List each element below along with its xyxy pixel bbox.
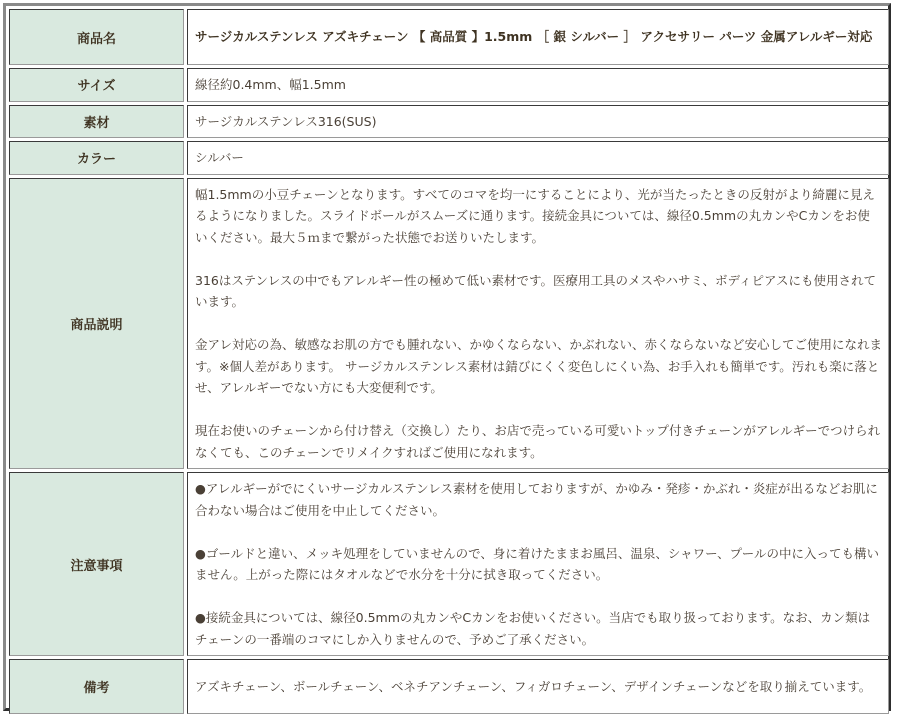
label-product-name: 商品名: [9, 9, 184, 65]
row-size: [9, 68, 889, 102]
label-remarks: 備考: [9, 659, 184, 714]
value-notes: [187, 472, 889, 656]
label-material: 素材: [9, 105, 184, 139]
product-spec-frame: [3, 3, 891, 711]
label-color: カラー: [9, 141, 184, 175]
product-spec-table: [9, 6, 889, 717]
value-color: シルバー: [187, 141, 889, 175]
value-size: 線径約0.4mm、幅1.5mm: [187, 68, 889, 102]
value-description: [187, 178, 889, 470]
notes-paragraph: ●アレルギーがでにくいサージカルステンレス素材を使用しておりますが、かゆみ・発疹・かぶれ・炎症が出るなどお肌に合わない場合はご使用を中止してください。: [195, 481, 878, 518]
row-description: [9, 178, 889, 470]
value-material: サージカルステンレス316(SUS): [187, 105, 889, 139]
description-paragraph: 幅1.5mmの小豆チェーンとなります。すべてのコマを均一にすることにより、光が当たったときの反射がより綺麗に見えるようになりました。スライドボールがスムーズに通ります。接続金具については、線径0.5mmの丸カンやCカンをお使いください。最大５ｍまで繋がった状態でお送りいたします。: [195, 186, 875, 245]
value-remarks: アズキチェーン、ボールチェーン、ベネチアンチェーン、フィガロチェーン、デザインチェーンなどを取り揃えています。: [187, 659, 889, 714]
row-product-name: [9, 9, 889, 65]
notes-paragraph: ●ゴールドと違い、メッキ処理をしていませんので、身に着けたままお風呂、温泉、シャワー、プールの中に入っても構いません。上がった際にはタオルなどで水分を十分に拭き取ってください。: [195, 545, 880, 582]
label-size: サイズ: [9, 68, 184, 102]
row-color: [9, 141, 889, 175]
row-remarks: [9, 659, 889, 714]
description-paragraph: 金アレ対応の為、敏感なお肌の方でも腫れない、かゆくならない、かぶれない、赤くならないなど安心してご使用になれます。※個人差があります。 サージカルステンレス素材は錆びにくく変色しにくい為、お手入れも簡単です。汚れも楽に落とせ、アレルギーでない方にも大変便利です。: [195, 337, 883, 395]
label-notes: 注意事項: [9, 472, 184, 656]
description-paragraph: 現在お使いのチェーンから付け替え（交換し）たり、お店で売っている可愛いトップ付きチェーンがアレルギーでつけられなくても、このチェーンでリメイクすればご使用になれます。: [195, 423, 881, 460]
value-product-name: サージカルステンレス アズキチェーン 【 高品質 】1.5mm ［ 銀 シルバー ］ アクセサリー パーツ 金属アレルギー対応: [187, 9, 889, 65]
row-notes: [9, 472, 889, 656]
notes-paragraph: ●接続金具については、線径0.5mmの丸カンやCカンをお使いください。当店でも取り扱っております。なお、カン類はチェーンの一番端のコマにしか入りませんので、予めご了承ください。: [195, 610, 871, 647]
label-description: 商品説明: [9, 178, 184, 470]
row-material: [9, 105, 889, 139]
description-paragraph: 316はステンレスの中でもアレルギー性の極めて低い素材です。医療用工具のメスやハサミ、ボディピアスにも使用されています。: [195, 272, 876, 309]
